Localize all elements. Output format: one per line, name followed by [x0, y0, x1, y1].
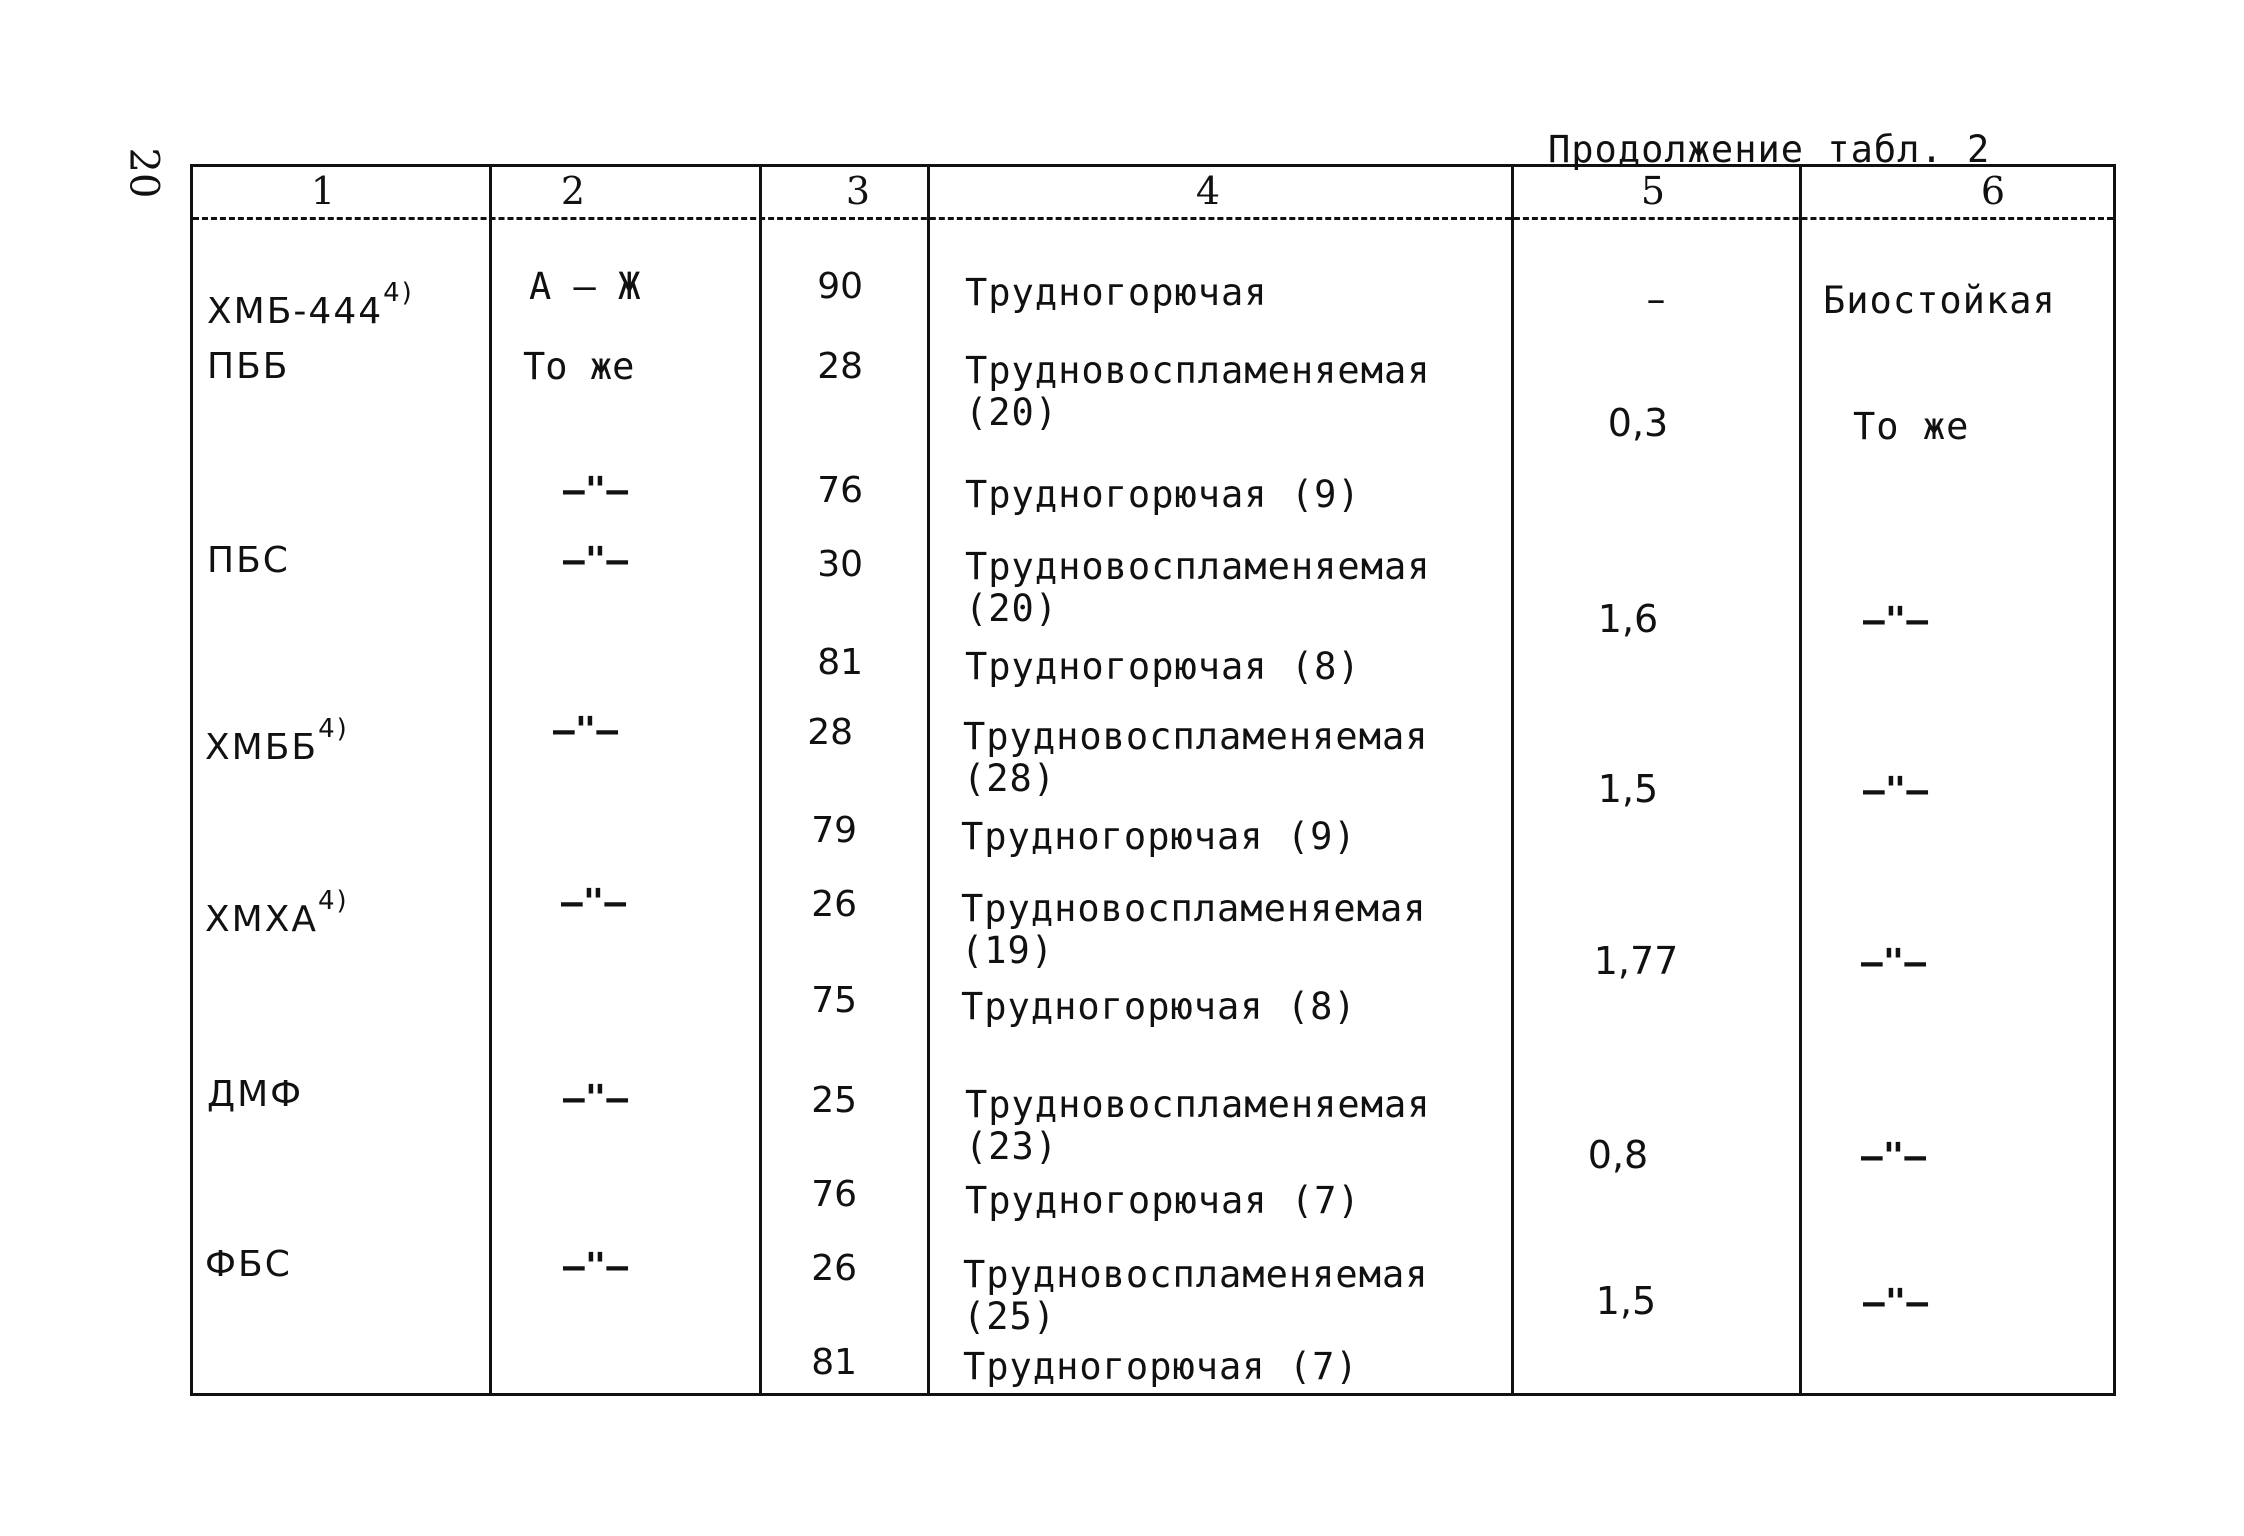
number-value: 26 [811, 1248, 857, 1289]
flammability-value: Трудногорючая [965, 271, 1268, 314]
flammability-index: (28) [963, 757, 1057, 800]
column-header-1: 1 [310, 169, 336, 213]
ditto-mark: –"– [563, 1078, 629, 1119]
footnote-marker: 4) [383, 278, 414, 308]
footnote-marker: 4) [318, 714, 349, 744]
ditto-mark: –"– [563, 540, 629, 581]
flammability-value: Трудногорючая (9) [961, 815, 1357, 858]
flammability-index: (20) [965, 391, 1059, 434]
ditto-mark: –"– [563, 470, 629, 511]
column-header-3: 3 [845, 169, 871, 213]
ditto-mark: –"– [1863, 1282, 1929, 1323]
number-value: 30 [817, 544, 863, 585]
flammability-index: (20) [965, 587, 1059, 630]
column-divider [489, 167, 492, 1393]
number-value: 79 [811, 810, 857, 851]
coefficient-value: 1,5 [1595, 1279, 1657, 1323]
material-name: ПББ [207, 346, 290, 387]
group-value: А – Ж [529, 265, 641, 308]
number-value: 75 [811, 980, 857, 1021]
page-number: 20 [120, 147, 167, 199]
number-value: 90 [817, 266, 863, 307]
group-value: То же [523, 345, 635, 388]
flammability-value: Трудновоспламеняемая [963, 1253, 1429, 1296]
ditto-mark: –"– [561, 882, 627, 923]
column-divider [1799, 167, 1802, 1393]
ditto-mark: –"– [1863, 600, 1929, 641]
flammability-index: (25) [963, 1295, 1057, 1338]
ditto-mark: –"– [1861, 1136, 1927, 1177]
material-name: ДМФ [207, 1074, 304, 1115]
flammability-index: (19) [961, 929, 1055, 972]
material-name: ФБС [205, 1244, 292, 1285]
coefficient-value: 1,6 [1597, 597, 1659, 641]
column-header-4: 4 [1195, 169, 1221, 213]
coefficient-value: 0,8 [1587, 1133, 1649, 1177]
column-divider [1511, 167, 1514, 1393]
flammability-index: (23) [965, 1125, 1059, 1168]
number-value: 28 [817, 346, 863, 387]
flammability-value: Трудногорючая (7) [965, 1179, 1361, 1222]
number-value: 81 [811, 1342, 857, 1383]
ditto-mark: –"– [1863, 770, 1929, 811]
ditto-mark: –"– [1861, 942, 1927, 983]
flammability-value: Трудногорючая (8) [965, 645, 1361, 688]
column-divider [927, 167, 930, 1393]
number-value: 26 [811, 884, 857, 925]
coefficient-value: 1,5 [1597, 767, 1659, 811]
flammability-value: Трудновоспламеняемая [963, 715, 1429, 758]
material-name: ХМББ$^{4)}$ [205, 714, 349, 768]
ditto-mark: –"– [563, 1246, 629, 1287]
column-header-5: 5 [1640, 169, 1666, 213]
flammability-value: Трудновоспламеняемая [965, 1083, 1431, 1126]
flammability-value: Трудновоспламеняемая [965, 349, 1431, 392]
ditto-mark: –"– [553, 710, 619, 751]
flammability-value: Трудногорючая (8) [961, 985, 1357, 1028]
flammability-value: Трудновоспламеняемая [961, 887, 1427, 930]
resistance-value: То же [1853, 405, 1970, 448]
coefficient-value: – [1646, 277, 1666, 321]
table-continuation-caption: Продолжение табл. 2 [1548, 128, 1991, 171]
material-name: ПБС [207, 540, 290, 581]
column-header-2: 2 [560, 169, 586, 213]
material-name: ХМХА$^{4)}$ [205, 886, 349, 940]
flammability-value: Трудногорючая (9) [965, 473, 1361, 516]
header-divider [193, 217, 2113, 220]
column-header-6: 6 [1980, 169, 2006, 213]
resistance-value: Биостойкая [1823, 279, 2056, 322]
number-value: 76 [817, 470, 863, 511]
number-value: 76 [811, 1174, 857, 1215]
footnote-marker: 4) [318, 886, 349, 916]
number-value: 25 [811, 1080, 857, 1121]
flammability-value: Трудногорючая (7) [963, 1345, 1359, 1388]
number-value: 28 [807, 712, 853, 753]
coefficient-value: 1,77 [1593, 939, 1679, 983]
data-table [190, 164, 2116, 1396]
coefficient-value: 0,3 [1607, 401, 1669, 445]
number-value: 81 [817, 642, 863, 683]
flammability-value: Трудновоспламеняемая [965, 545, 1431, 588]
column-divider [759, 167, 762, 1393]
material-name: ХМБ-444$^{4)}$ [207, 278, 414, 332]
